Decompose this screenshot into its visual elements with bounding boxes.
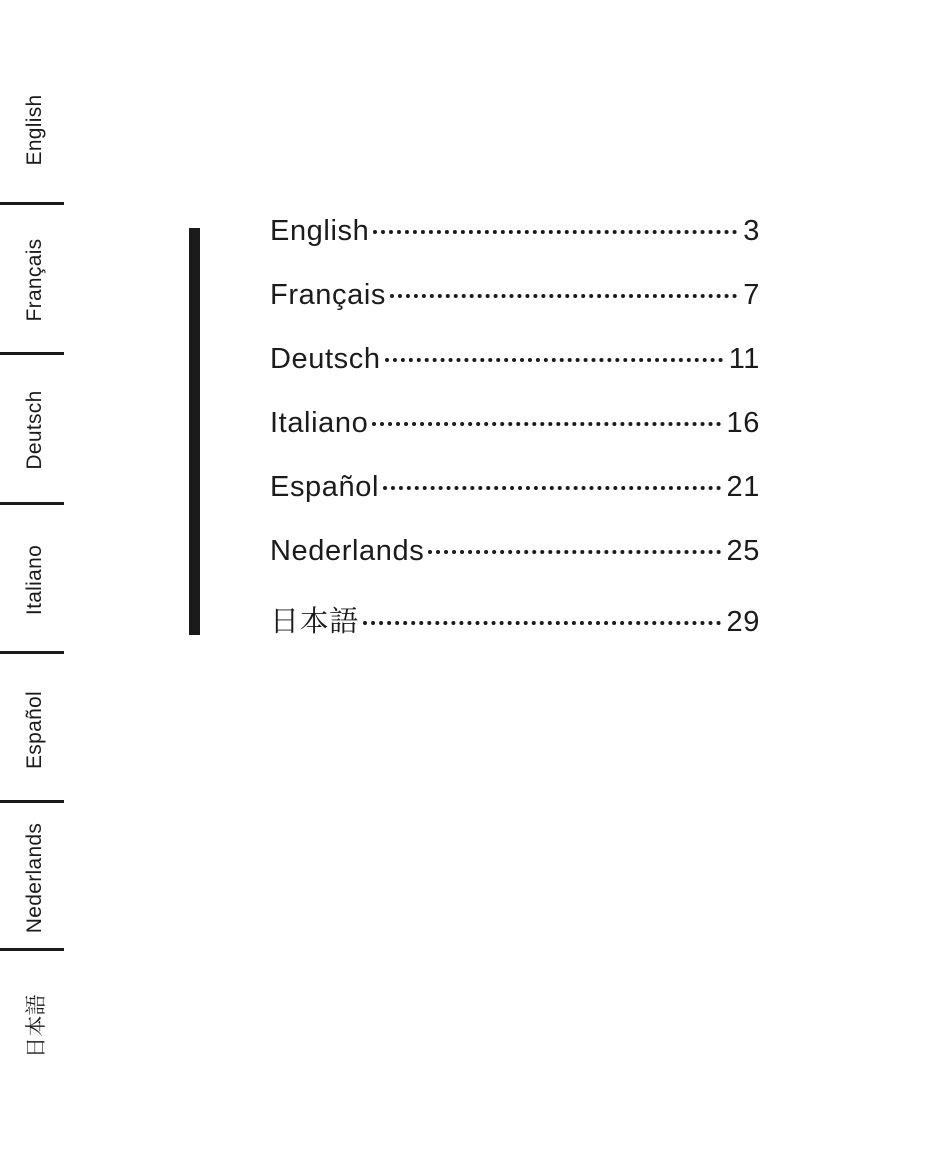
toc-entry-title: Español: [270, 471, 379, 503]
tab-label: 日本語: [25, 994, 48, 1058]
tab-label: Español: [23, 691, 46, 769]
toc-entry-title: English: [270, 215, 370, 247]
tab-label: Italiano: [23, 544, 46, 616]
toc-entry-page: 29: [726, 606, 760, 638]
toc-entry-title: Français: [270, 279, 386, 311]
toc-dot-leader: [390, 294, 737, 298]
toc-entry-japanese[interactable]: [270, 599, 760, 663]
tab-label: Nederlands: [23, 822, 46, 934]
table-of-contents: [270, 215, 760, 663]
tab-nederlands[interactable]: [0, 803, 64, 953]
toc-entry-page: 16: [726, 407, 760, 439]
tab-label: English: [23, 94, 46, 166]
toc-dot-leader: [373, 230, 737, 234]
toc-entry-espanol[interactable]: [270, 471, 760, 535]
toc-entry-deutsch[interactable]: [270, 343, 760, 407]
tab-label: Deutsch: [23, 390, 46, 470]
toc-entry-nederlands[interactable]: [270, 535, 760, 599]
toc-entry-page: 7: [743, 279, 760, 311]
toc-entry-page: 3: [743, 215, 760, 247]
toc-dot-leader: [428, 550, 720, 554]
tab-francais[interactable]: [0, 205, 64, 355]
tab-espanol[interactable]: [0, 655, 64, 805]
toc-entry-italiano[interactable]: [270, 407, 760, 471]
toc-entry-title: Deutsch: [270, 343, 381, 375]
toc-entry-page: 25: [726, 535, 760, 567]
toc-dot-leader: [372, 422, 720, 426]
toc-entry-francais[interactable]: [270, 279, 760, 343]
toc-dot-leader: [383, 486, 721, 490]
toc-accent-bar: [189, 228, 200, 635]
tab-japanese[interactable]: [0, 951, 64, 1101]
tab-divider: [0, 651, 64, 654]
toc-dot-leader: [385, 358, 723, 362]
language-tab-strip: [0, 55, 64, 1105]
toc-dot-leader: [363, 621, 721, 625]
toc-entry-title: 日本語: [270, 606, 359, 638]
tab-label: Français: [23, 238, 46, 322]
toc-entry-page: 21: [726, 471, 760, 503]
toc-entry-title: Italiano: [270, 407, 369, 439]
tab-italiano[interactable]: [0, 505, 64, 655]
toc-entry-page: 11: [728, 343, 760, 375]
tab-deutsch[interactable]: [0, 355, 64, 505]
toc-entry-english[interactable]: [270, 215, 760, 279]
tab-english[interactable]: [0, 55, 64, 205]
toc-entry-title: Nederlands: [270, 535, 425, 567]
